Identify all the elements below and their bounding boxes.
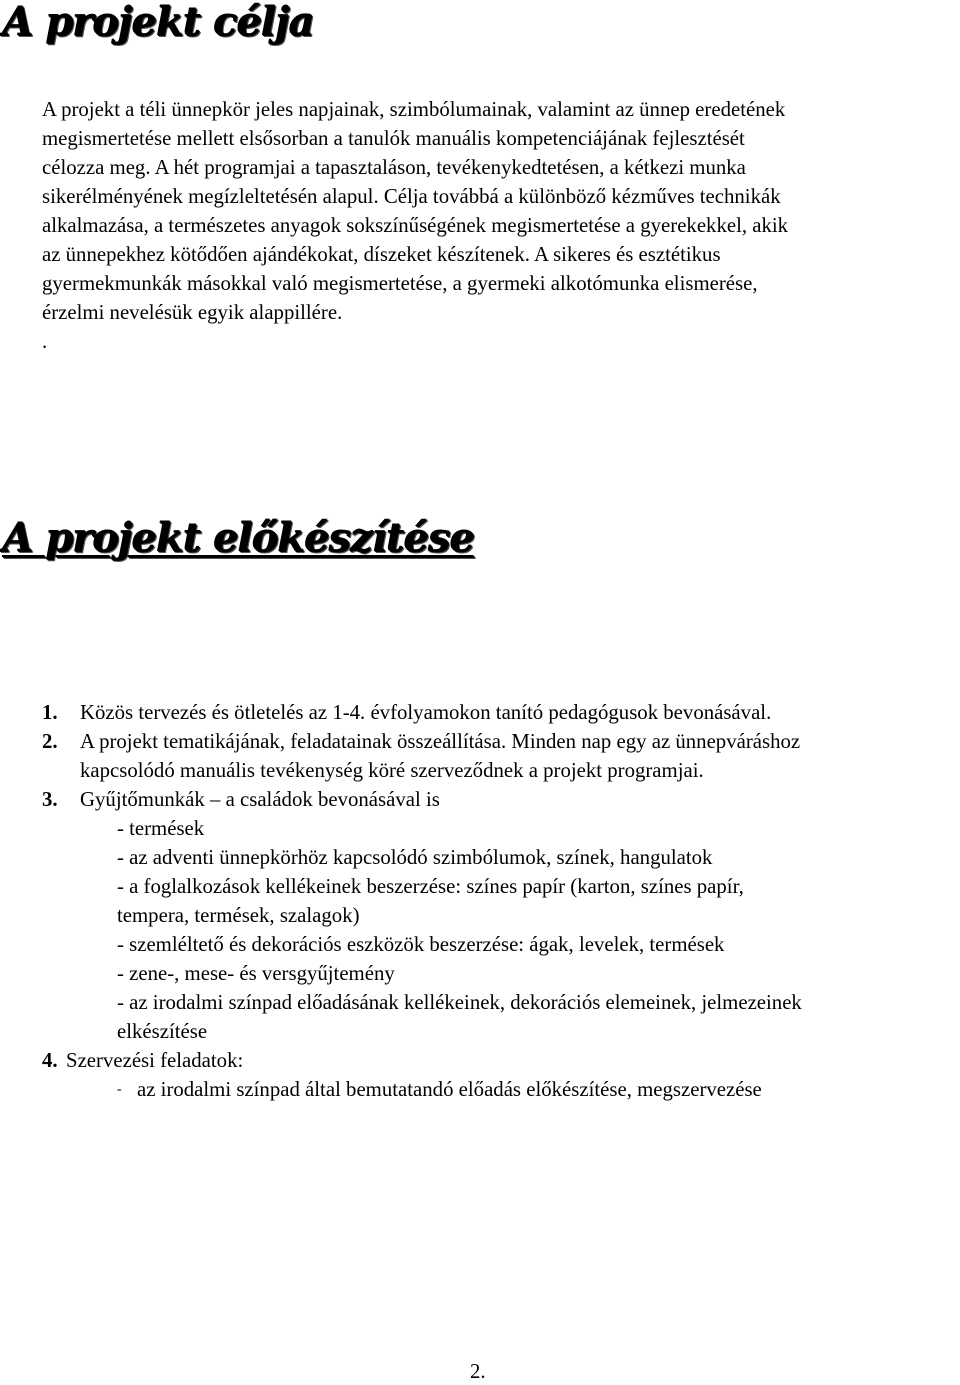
- sub-item: [42, 1017, 960, 1046]
- sub-item: [42, 1075, 960, 1104]
- heading-project-goal: A projekt célja: [2, 0, 314, 45]
- list-text: A projekt tematikájának, feladatainak összeállítása. Minden nap egy az ünnepváráshoz: [80, 730, 801, 753]
- heading-project-preparation: A projekt előkészítése: [2, 514, 474, 561]
- sub-item-text: az irodalmi színpad által bemutatandó előadás előkészítése, megszervezése: [137, 1078, 762, 1101]
- paragraph-line: érzelmi nevelésük egyik alappillére.: [42, 301, 343, 324]
- paragraph-line: alkalmazása, a természetes anyagok sokszínűségének megismertetése a gyerekekkel, akik: [42, 214, 789, 237]
- list-text: Közös tervezés és ötletelés az 1-4. évfolyamokon tanító pedagógusok bevonásával.: [80, 701, 772, 724]
- list-item: [42, 727, 960, 756]
- sub-item: [42, 959, 960, 988]
- sub-item: [42, 930, 960, 959]
- sub-item: [42, 901, 960, 930]
- dash-bullet: -: [117, 1082, 122, 1097]
- paragraph-line: célozza meg. A hét programjai a tapasztaláson, tevékenykedtetésen, a kétkezi munka: [42, 156, 746, 179]
- paragraph-line: megismertetése mellett elsősorban a tanulók manuális kompetenciájának fejlesztését: [42, 127, 745, 150]
- sub-item: [42, 872, 960, 901]
- list-text: kapcsolódó manuális tevékenység köré szerveződnek a projekt programjai.: [80, 759, 704, 782]
- paragraph-line: .: [42, 330, 48, 353]
- sub-item-text: tempera, termések, szalagok): [117, 904, 360, 927]
- sub-item-text: - a foglalkozások kellékeinek beszerzése: színes papír (karton, színes papír,: [117, 875, 744, 898]
- sub-item-text: - szemléltető és dekorációs eszközök beszerzése: ágak, levelek, termések: [117, 933, 725, 956]
- paragraph-line: gyermekmunkák másokkal való megismertetése, a gyermeki alkotómunka elismerése,: [42, 272, 758, 295]
- sub-item-text: - az irodalmi színpad előadásának kellékeinek, dekorációs elemeinek, jelmezeinek: [117, 991, 802, 1014]
- sub-item-text: - az adventi ünnepkörhöz kapcsolódó szimbólumok, színek, hangulatok: [117, 846, 713, 869]
- sub-item-text: - termések: [117, 817, 205, 840]
- sub-item: [42, 814, 960, 843]
- list-number: 3.: [42, 788, 58, 811]
- list-item: [42, 785, 960, 814]
- list-number: 1.: [42, 701, 58, 724]
- list-number: 4.: [42, 1049, 58, 1072]
- paragraph-line: A projekt a téli ünnepkör jeles napjainak, szimbólumainak, valamint az ünnep eredetének: [42, 98, 786, 121]
- sub-item: [42, 843, 960, 872]
- list-item-continuation: [42, 756, 960, 785]
- list-text: Gyűjtőmunkák – a családok bevonásával is: [80, 788, 440, 811]
- list-number: 2.: [42, 730, 58, 753]
- paragraph-line: az ünnepekhez kötődően ajándékokat, díszeket készítenek. A sikeres és esztétikus: [42, 243, 721, 266]
- list-item: [42, 1046, 960, 1075]
- intro-paragraph: [42, 95, 954, 356]
- sub-item-text: - zene-, mese- és versgyűjtemény: [117, 962, 395, 985]
- paragraph-line: sikerélményének megízleltetésén alapul. Célja továbbá a különböző kézműves technikák: [42, 185, 781, 208]
- sub-item: [42, 988, 960, 1017]
- preparation-list: [42, 698, 960, 1104]
- list-text: Szervezési feladatok:: [66, 1049, 244, 1072]
- list-item: [42, 698, 960, 727]
- sub-item-text: elkészítése: [117, 1020, 208, 1043]
- page-number: 2.: [470, 1360, 486, 1383]
